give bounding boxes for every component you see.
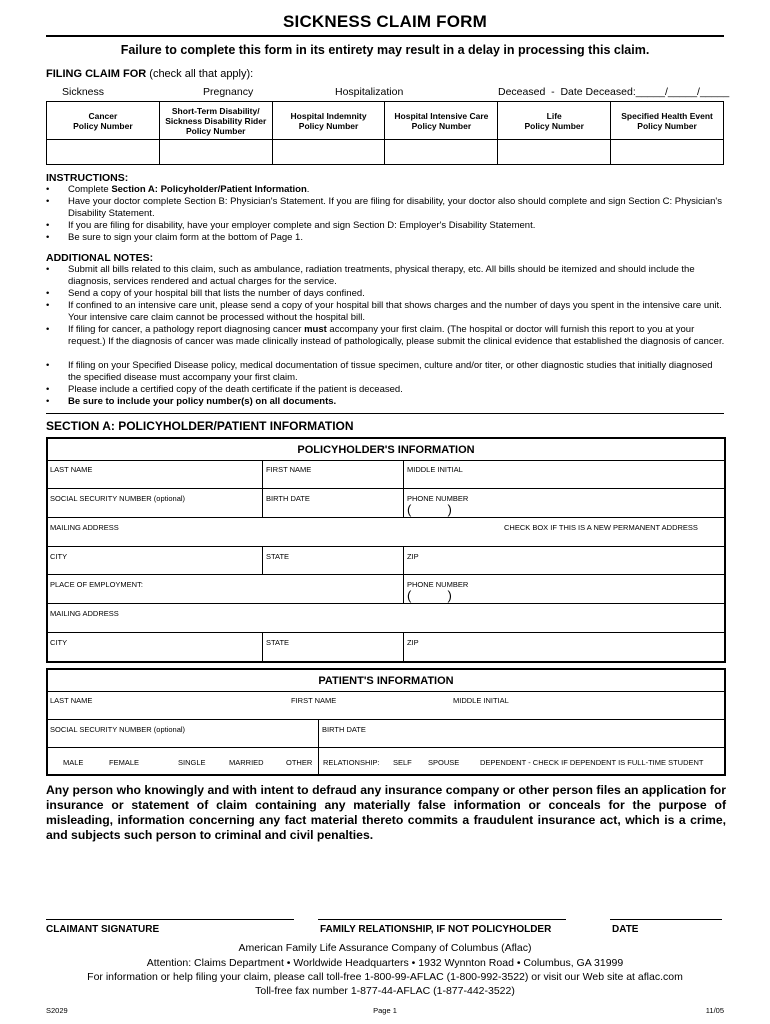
- ph-line-2: [46, 488, 726, 489]
- instruction-item: [46, 220, 726, 232]
- fax-info: Toll-free fax number 1-877-44-AFLAC (1-877-442-3522): [255, 985, 515, 997]
- ph-phone2-parens[interactable]: ( ): [407, 588, 452, 603]
- bullet-icon: •: [46, 288, 50, 299]
- instruction-text: Complete Section A: Policyholder/Patient Information.: [68, 184, 310, 195]
- instruction-item: [46, 232, 726, 244]
- instruction-text: If you are filing for disability, have your employer complete and sign Section D: Employer's Disability Statement.: [68, 220, 536, 231]
- note-item: [46, 288, 726, 300]
- pt-single-option[interactable]: SINGLE: [178, 758, 206, 767]
- policy-disability-field[interactable]: [159, 140, 272, 165]
- ph-city2-label: CITY: [50, 638, 68, 647]
- pt-married-option[interactable]: MARRIED: [229, 758, 264, 767]
- ph-line-7: [46, 632, 726, 633]
- ph-line-3: [46, 517, 726, 518]
- ph-col-c: [262, 546, 263, 574]
- pt-middle-initial-label: MIDDLE INITIAL: [453, 696, 509, 705]
- note-text: Be sure to include your policy number(s) on all documents.: [68, 396, 337, 407]
- ph-col-d: [403, 546, 404, 603]
- pt-ssn-label: SOCIAL SECURITY NUMBER (optional): [50, 725, 186, 734]
- policy-hospital-indemnity-field[interactable]: [272, 140, 385, 165]
- note-text: If filing on your Specified Disease policy, medical documentation of tissue specimen, culture and/or titer, or other diagnostic studies that initially diagnosed the specified disease must accompany your first claim.: [68, 360, 713, 383]
- pt-self-option[interactable]: SELF: [393, 758, 412, 767]
- help-info: For information or help filing your claim, please call toll-free 1-800-99-AFLAC (1-800-992-3522) or visit our Web site at aflac.com: [87, 971, 683, 983]
- pt-birth-date-label: BIRTH DATE: [322, 725, 366, 734]
- pt-spouse-option[interactable]: SPOUSE: [428, 758, 460, 767]
- claim-type-deceased[interactable]: Deceased - Date Deceased:_____/_____/_____: [498, 86, 730, 98]
- note-item: [46, 300, 726, 324]
- pt-line-2: [46, 719, 726, 720]
- form-number: S2029: [46, 1006, 68, 1015]
- note-item: [46, 324, 726, 348]
- section-divider: [46, 413, 724, 414]
- page-number: Page 1: [373, 1006, 397, 1015]
- bullet-icon: •: [46, 184, 50, 195]
- instructions-heading: INSTRUCTIONS:: [46, 172, 129, 184]
- claim-type-pregnancy[interactable]: Pregnancy: [203, 86, 254, 98]
- pt-first-name-label: FIRST NAME: [291, 696, 337, 705]
- ph-line-5: [46, 574, 726, 575]
- ph-ssn-label: SOCIAL SECURITY NUMBER (optional): [50, 494, 186, 503]
- ph-permanent-address-checkbox[interactable]: CHECK BOX IF THIS IS A NEW PERMANENT ADDRESS: [504, 523, 698, 532]
- delay-warning: Failure to complete this form in its entirety may result in a delay in processing this claim.: [120, 43, 650, 57]
- ph-col-e: [262, 632, 263, 663]
- policy-cancer-field[interactable]: [47, 140, 160, 165]
- pt-last-name-label: LAST NAME: [50, 696, 93, 705]
- ph-phone-label: PHONE NUMBER: [407, 494, 469, 503]
- bullet-icon: •: [46, 220, 50, 231]
- note-text: If filing for cancer, a pathology report diagnosing cancer must accompany your first claim. (The hospital or doctor will furnish this report to you at your request.) If the diagnosis of cancer was made clinically instead of pathologically, please submit the clinical evidence that established the diagnosis of cancer.: [68, 324, 725, 347]
- note-text: If confined to an intensive care unit, please send a copy of your hospital bill that shows charges and the number of days you spent in the intensive care unit. Your intensive care claim cannot be processed without the hospital bill.: [68, 300, 722, 323]
- policy-life-field[interactable]: [498, 140, 611, 165]
- company-address: Attention: Claims Department • Worldwide Headquarters • 1932 Wynnton Road • Columbus, GA 31999: [146, 957, 624, 969]
- policy-specified-health-header: Specified Health Event Policy Number: [611, 102, 724, 140]
- note-text: Submit all bills related to this claim, such as ambulance, radiation treatments, physical therapy, etc. All bills should be itemized and should include the diagnosis, services rendered and actual charges for the service.: [68, 264, 695, 287]
- instruction-item: [46, 196, 726, 220]
- policy-life-header: Life Policy Number: [498, 102, 611, 140]
- ph-zip-label: ZIP: [407, 552, 419, 561]
- bullet-icon: •: [46, 360, 50, 371]
- pt-line-3: [46, 747, 726, 748]
- claim-type-sickness[interactable]: Sickness: [62, 86, 105, 98]
- instruction-text: Have your doctor complete Section B: Physician's Statement. If you are filing for disability, your doctor also should complete and sign Section C: Physician's Disability Statement.: [68, 196, 722, 219]
- claim-type-hospitalization[interactable]: Hospitalization: [335, 86, 404, 98]
- ph-city-label: CITY: [50, 552, 68, 561]
- ph-col-a: [262, 460, 263, 517]
- policy-specified-health-field[interactable]: [611, 140, 724, 165]
- ph-mailing2-label: MAILING ADDRESS: [50, 609, 119, 618]
- note-text: Please include a certified copy of the death certificate if the patient is deceased.: [68, 384, 403, 395]
- date-label: DATE: [612, 924, 639, 935]
- policy-intensive-care-header: Hospital Intensive Care Policy Number: [385, 102, 498, 140]
- policy-cancer-header: Cancer Policy Number: [47, 102, 160, 140]
- pt-other-option[interactable]: OTHER: [286, 758, 313, 767]
- pt-female-option[interactable]: FEMALE: [109, 758, 140, 767]
- bullet-icon: •: [46, 264, 50, 275]
- instruction-item: [46, 184, 726, 196]
- pt-col-a: [318, 719, 319, 776]
- pt-relationship-label: RELATIONSHIP:: [323, 758, 380, 767]
- company-name: American Family Life Assurance Company of Columbus (Aflac): [238, 942, 532, 954]
- instruction-text: Be sure to sign your claim form at the bottom of Page 1.: [68, 232, 303, 243]
- ph-phone-parens[interactable]: ( ): [407, 502, 452, 517]
- ph-line-1: [46, 460, 726, 461]
- note-item: [46, 360, 726, 384]
- policyholder-box: [46, 437, 726, 663]
- policyholder-title: POLICYHOLDER'S INFORMATION: [297, 444, 475, 456]
- claimant-signature-line[interactable]: [46, 919, 294, 920]
- title-rule: [46, 35, 724, 37]
- revision-date: 11/05: [705, 1006, 724, 1015]
- claimant-signature-label: CLAIMANT SIGNATURE: [46, 924, 160, 935]
- note-item: [46, 396, 726, 408]
- bullet-icon: •: [46, 324, 50, 335]
- bullet-icon: •: [46, 196, 50, 207]
- note-item: [46, 264, 726, 288]
- filing-label-note: (check all that apply):: [149, 68, 254, 80]
- relationship-line[interactable]: [318, 919, 566, 920]
- ph-col-f: [403, 632, 404, 663]
- ph-birth-date-label: BIRTH DATE: [266, 494, 310, 503]
- form-title: SICKNESS CLAIM FORM: [282, 12, 488, 31]
- bullet-icon: •: [46, 300, 50, 311]
- ph-phone2-label: PHONE NUMBER: [407, 580, 469, 589]
- ph-first-name-label: FIRST NAME: [266, 465, 312, 474]
- ph-last-name-label: LAST NAME: [50, 465, 93, 474]
- note-text: Send a copy of your hospital bill that lists the number of days confined.: [68, 288, 365, 299]
- pt-dependent-option[interactable]: DEPENDENT - CHECK IF DEPENDENT IS FULL-TIME STUDENT: [480, 758, 704, 767]
- filing-claim-label: [46, 68, 253, 80]
- note-item: [46, 384, 726, 396]
- ph-employment-label: PLACE OF EMPLOYMENT:: [50, 580, 143, 589]
- ph-state2-label: STATE: [266, 638, 290, 647]
- ph-middle-initial-label: MIDDLE INITIAL: [407, 465, 463, 474]
- bullet-icon: •: [46, 384, 50, 395]
- ph-col-b: [403, 460, 404, 517]
- notes-heading: ADDITIONAL NOTES:: [46, 252, 154, 264]
- ph-line-4: [46, 546, 726, 547]
- ph-line-6: [46, 603, 726, 604]
- policy-intensive-care-field[interactable]: [385, 140, 498, 165]
- ph-mailing-label: MAILING ADDRESS: [50, 523, 119, 532]
- section-a-title: SECTION A: POLICYHOLDER/PATIENT INFORMATION: [46, 419, 354, 433]
- policy-hospital-indemnity-header: Hospital Indemnity Policy Number: [272, 102, 385, 140]
- filing-label-bold: FILING CLAIM FOR: [46, 68, 147, 80]
- policy-number-table: [46, 101, 724, 165]
- bullet-icon: •: [46, 396, 50, 407]
- ph-zip2-label: ZIP: [407, 638, 419, 647]
- date-line[interactable]: [610, 919, 722, 920]
- bullet-icon: •: [46, 232, 50, 243]
- pt-male-option[interactable]: MALE: [63, 758, 84, 767]
- fraud-warning: Any person who knowingly and with intent to defraud any insurance company or other person files an application for insurance or statement of claim containing any materially false information or conceals for the purpose of misleading, information concerning any fact material thereto commits a fraudulent insurance act, which is a crime, and subjects such person to criminal and civil penalties.: [46, 783, 726, 842]
- pt-line-1: [46, 691, 726, 692]
- patient-title: PATIENT'S INFORMATION: [318, 675, 454, 687]
- ph-state-label: STATE: [266, 552, 290, 561]
- policy-disability-header: Short-Term Disability/ Sickness Disability Rider Policy Number: [159, 102, 272, 140]
- family-relationship-label: FAMILY RELATIONSHIP, IF NOT POLICYHOLDER: [320, 924, 552, 935]
